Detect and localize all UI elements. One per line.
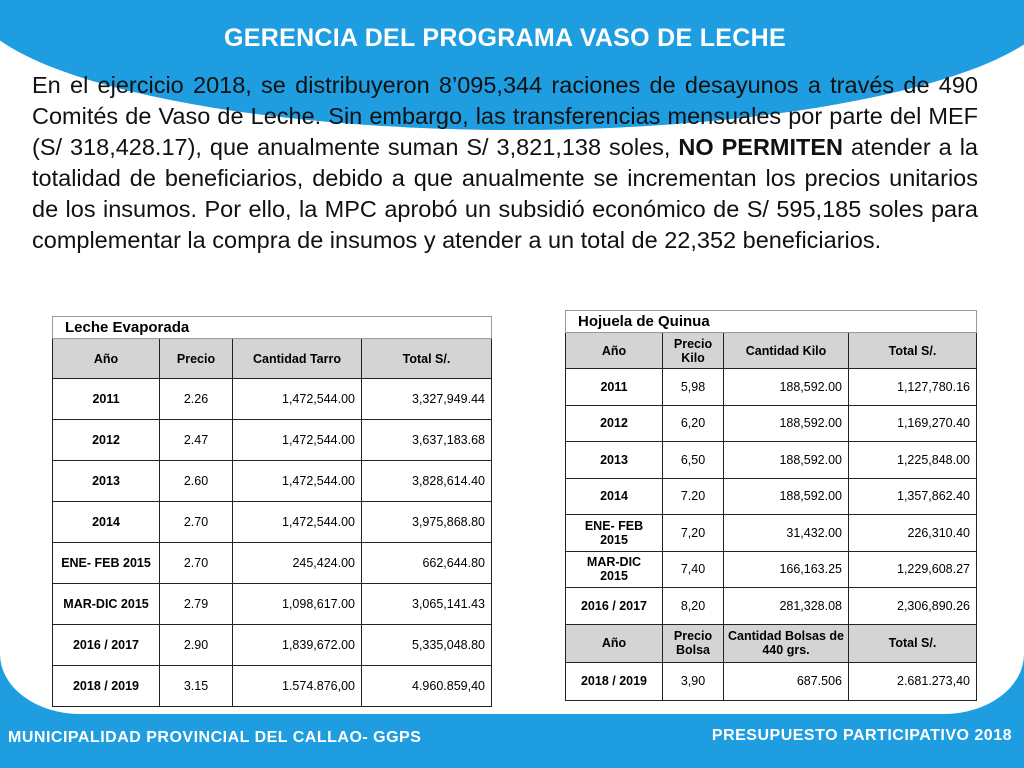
quinua-cell: 7.20 bbox=[663, 478, 724, 515]
quinua-cell: 31,432.00 bbox=[724, 515, 849, 552]
leche-cell: 3,975,868.80 bbox=[362, 502, 492, 543]
leche-cell: 2013 bbox=[53, 461, 160, 502]
leche-row bbox=[53, 666, 492, 707]
quinua-cell: 226,310.40 bbox=[849, 515, 977, 552]
leche-cell: 2.60 bbox=[160, 461, 233, 502]
leche-cell: 3,637,183.68 bbox=[362, 420, 492, 461]
quinua-cell: 2016 / 2017 bbox=[566, 588, 663, 625]
leche-row bbox=[53, 584, 492, 625]
quinua-cell: 7,20 bbox=[663, 515, 724, 552]
summary-paragraph bbox=[32, 70, 978, 256]
quinua-cell: 1,127,780.16 bbox=[849, 369, 977, 406]
leche-cell: 1,472,544.00 bbox=[233, 420, 362, 461]
leche-row bbox=[53, 420, 492, 461]
quinua-header-row bbox=[566, 333, 977, 369]
leche-cell: 5,335,048.80 bbox=[362, 625, 492, 666]
leche-row bbox=[53, 379, 492, 420]
quinua-cell: 8,20 bbox=[663, 588, 724, 625]
quinua-cell: 2,306,890.26 bbox=[849, 588, 977, 625]
leche-cell: 245,424.00 bbox=[233, 543, 362, 584]
leche-cell: 2012 bbox=[53, 420, 160, 461]
hojuela-quinua-table bbox=[565, 310, 977, 701]
summary-text-1: En el ejercicio 2018, se distribuyeron 8’095,344 raciones de desayunos a través de 490 Comités de Vaso de Leche. Sin embargo, las transferencias mensuales por parte del MEF (S/ 318,428.17), que anualmente suman S/ 3,821,138 soles, bbox=[32, 72, 978, 160]
leche-cell: 1.574.876,00 bbox=[233, 666, 362, 707]
quinua-row bbox=[566, 588, 977, 625]
quinua-row bbox=[566, 662, 977, 700]
footer-budget: PRESUPUESTO PARTICIPATIVO 2018 bbox=[711, 727, 1012, 744]
leche-cell: 2.79 bbox=[160, 584, 233, 625]
quinua-cell: 687.506 bbox=[724, 662, 849, 700]
leche-cell: 3.15 bbox=[160, 666, 233, 707]
leche-cell: 2018 / 2019 bbox=[53, 666, 160, 707]
leche-cell: 1,472,544.00 bbox=[233, 461, 362, 502]
summary-text-2: atender a la totalidad de beneficiarios, debido a que anualmente se incrementan los precios unitarios de los insumos. Por ello, la MPC aprobó un subsidió económico de S/ 595,185 soles para complementar la compra de insumos y atender a un total de 22,352 beneficiarios. bbox=[32, 134, 978, 253]
leche-cell: 2.70 bbox=[160, 543, 233, 584]
quinua-cell: 2012 bbox=[566, 405, 663, 442]
quinua-header-price: Precio Kilo bbox=[663, 333, 724, 369]
leche-cell: MAR-DIC 2015 bbox=[53, 584, 160, 625]
quinua-cell: 188,592.00 bbox=[724, 478, 849, 515]
quinua-row bbox=[566, 369, 977, 406]
leche-cell: 3,065,141.43 bbox=[362, 584, 492, 625]
quinua-header2-qty: Cantidad Bolsas de 440 grs. bbox=[724, 624, 849, 662]
leche-cell: 2011 bbox=[53, 379, 160, 420]
leche-cell: 3,828,614.40 bbox=[362, 461, 492, 502]
quinua-cell: 2013 bbox=[566, 442, 663, 479]
quinua-cell: 1,357,862.40 bbox=[849, 478, 977, 515]
quinua-cell: MAR-DIC 2015 bbox=[566, 551, 663, 588]
leche-row bbox=[53, 502, 492, 543]
quinua-cell: 188,592.00 bbox=[724, 442, 849, 479]
quinua-row bbox=[566, 478, 977, 515]
footer-municipality: MUNICIPALIDAD PROVINCIAL DEL CALLAO- GGPS bbox=[8, 729, 422, 746]
leche-row bbox=[53, 543, 492, 584]
page-title: GERENCIA DEL PROGRAMA VASO DE LECHE bbox=[224, 24, 786, 52]
quinua-header2-price: Precio Bolsa bbox=[663, 624, 724, 662]
leche-table-title: Leche Evaporada bbox=[53, 317, 492, 339]
quinua-cell: ENE- FEB 2015 bbox=[566, 515, 663, 552]
leche-header-year: Año bbox=[53, 339, 160, 379]
quinua-header-total: Total S/. bbox=[849, 333, 977, 369]
leche-cell: 2016 / 2017 bbox=[53, 625, 160, 666]
quinua-cell: 1,229,608.27 bbox=[849, 551, 977, 588]
leche-cell: 3,327,949.44 bbox=[362, 379, 492, 420]
quinua-row bbox=[566, 405, 977, 442]
leche-cell: 2.26 bbox=[160, 379, 233, 420]
quinua-cell: 3,90 bbox=[663, 662, 724, 700]
leche-header-price: Precio bbox=[160, 339, 233, 379]
quinua-header-qty: Cantidad Kilo bbox=[724, 333, 849, 369]
leche-cell: 2.90 bbox=[160, 625, 233, 666]
leche-cell: 662,644.80 bbox=[362, 543, 492, 584]
quinua-cell: 2011 bbox=[566, 369, 663, 406]
quinua-cell: 281,328.08 bbox=[724, 588, 849, 625]
leche-cell: 4.960.859,40 bbox=[362, 666, 492, 707]
quinua-cell: 2.681.273,40 bbox=[849, 662, 977, 700]
quinua-cell: 1,169,270.40 bbox=[849, 405, 977, 442]
quinua-cell: 1,225,848.00 bbox=[849, 442, 977, 479]
quinua-header2-total: Total S/. bbox=[849, 624, 977, 662]
leche-cell: 1,839,672.00 bbox=[233, 625, 362, 666]
quinua-header2-year: Año bbox=[566, 624, 663, 662]
quinua-row bbox=[566, 442, 977, 479]
summary-emphasis: NO PERMITEN bbox=[678, 134, 844, 160]
quinua-cell: 188,592.00 bbox=[724, 369, 849, 406]
quinua-cell: 2014 bbox=[566, 478, 663, 515]
quinua-table-title: Hojuela de Quinua bbox=[566, 311, 977, 333]
leche-header-qty: Cantidad Tarro bbox=[233, 339, 362, 379]
leche-header-total: Total S/. bbox=[362, 339, 492, 379]
leche-row bbox=[53, 461, 492, 502]
leche-cell: 2.47 bbox=[160, 420, 233, 461]
quinua-row bbox=[566, 551, 977, 588]
quinua-header-year: Año bbox=[566, 333, 663, 369]
leche-cell: 2.70 bbox=[160, 502, 233, 543]
quinua-header-row-2 bbox=[566, 624, 977, 662]
quinua-row bbox=[566, 515, 977, 552]
leche-header-row bbox=[53, 339, 492, 379]
quinua-cell: 166,163.25 bbox=[724, 551, 849, 588]
quinua-cell: 6,50 bbox=[663, 442, 724, 479]
quinua-cell: 188,592.00 bbox=[724, 405, 849, 442]
quinua-cell: 6,20 bbox=[663, 405, 724, 442]
leche-cell: 1,472,544.00 bbox=[233, 502, 362, 543]
leche-cell: ENE- FEB 2015 bbox=[53, 543, 160, 584]
leche-evaporada-table bbox=[52, 316, 492, 707]
leche-cell: 1,098,617.00 bbox=[233, 584, 362, 625]
leche-cell: 1,472,544.00 bbox=[233, 379, 362, 420]
quinua-cell: 5,98 bbox=[663, 369, 724, 406]
quinua-cell: 7,40 bbox=[663, 551, 724, 588]
leche-cell: 2014 bbox=[53, 502, 160, 543]
quinua-cell: 2018 / 2019 bbox=[566, 662, 663, 700]
leche-row bbox=[53, 625, 492, 666]
